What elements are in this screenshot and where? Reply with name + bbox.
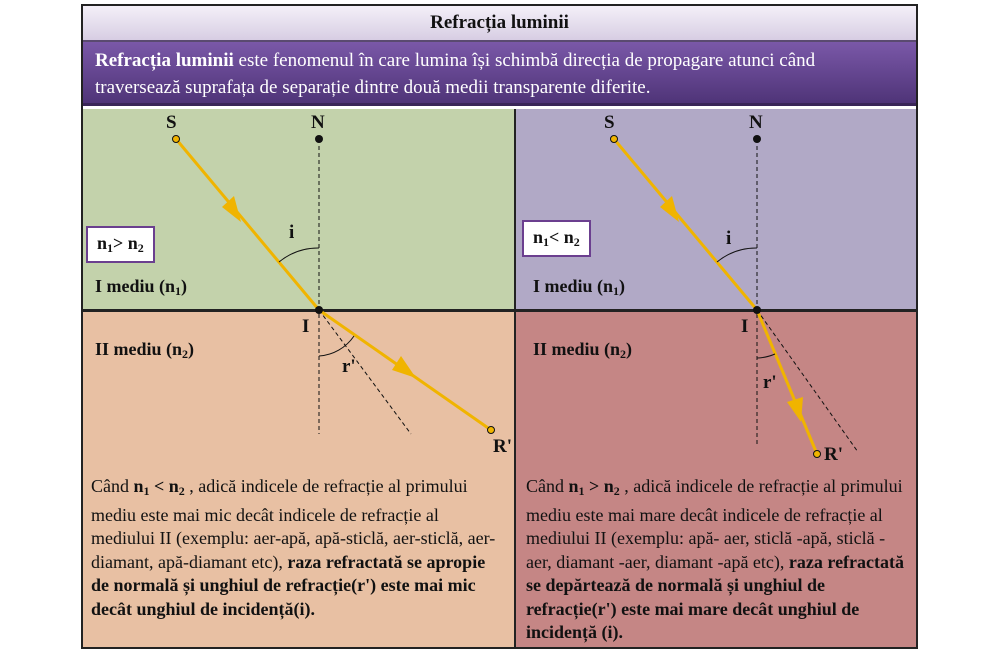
ratio-sub2: 2 [137, 241, 144, 255]
right-incidence-point [753, 306, 761, 314]
left-index-ratio-box [86, 226, 155, 263]
medium-sub: 2 [620, 347, 627, 361]
right-angle-i-arc [717, 248, 757, 262]
medium-sub: 1 [613, 284, 620, 298]
ratio-operator: > [113, 233, 128, 253]
cond-sub2: 2 [613, 484, 620, 498]
page-title: Refracția luminii [83, 6, 916, 42]
cond-operator: > [584, 476, 604, 496]
left-label-i: i [289, 222, 295, 243]
left-incident-arrow [222, 196, 241, 222]
left-label-s: S [166, 112, 177, 133]
right-label-r-end: R' [824, 444, 843, 465]
cond-sub2: 2 [178, 484, 185, 498]
ratio-sub2: 2 [573, 235, 580, 249]
cond-sub1: 1 [143, 484, 150, 498]
right-incident-arrow [660, 196, 679, 222]
cond-n2: n [603, 476, 614, 496]
desc-body: , adică indicele de refracție al primului mediu este mai mic decât indicele de refracție al mediului II (exemplu: aer-apă, apă-sticlă, aer-sticlă, aer-diamant, apă-diamant etc), [91, 476, 496, 572]
ratio-n2: n [127, 233, 138, 253]
ratio-n2: n [563, 227, 574, 247]
desc-conclusion: raza refractată se apropie de normală și unghiul de refracție(r') este mai mic decât unghiul de incidență(i). [91, 551, 486, 619]
cond-operator: < [149, 476, 169, 496]
left-incidence-point [315, 306, 323, 314]
left-medium-1-label [95, 276, 187, 299]
right-label-r: r' [763, 372, 777, 393]
left-refracted-end-point [488, 427, 495, 434]
ratio-sub1: 1 [107, 241, 114, 255]
right-label-incidence-point: I [741, 316, 749, 337]
right-source-point [611, 136, 618, 143]
left-incident-extension [319, 310, 411, 434]
desc-prefix: Când [91, 476, 134, 496]
right-label-s: S [604, 112, 615, 133]
medium-text: I mediu (n [95, 276, 176, 296]
left-label-r-end: R' [493, 436, 512, 457]
medium-close: ) [619, 276, 626, 296]
desc-prefix: Când [526, 476, 569, 496]
ratio-sub1: 1 [543, 235, 550, 249]
medium-close: ) [626, 339, 633, 359]
left-label-incidence-point: I [302, 316, 310, 337]
right-description [526, 475, 908, 645]
medium-close: ) [188, 339, 195, 359]
left-source-point [173, 136, 180, 143]
right-label-n: N [749, 112, 763, 133]
right-normal-point [753, 135, 761, 143]
right-label-i: i [726, 228, 732, 249]
medium-text: I mediu (n [533, 276, 614, 296]
left-refracted-arrow [392, 356, 416, 378]
cond-n2: n [168, 476, 179, 496]
definition-text: este fenomenul în care lumina își schimbă direcția de propagare atunci când traversează suprafața de separație dintre două medii transparente diferite. [95, 50, 816, 98]
medium-close: ) [181, 276, 188, 296]
left-normal-point [315, 135, 323, 143]
left-angle-r-arc [319, 336, 354, 356]
ratio-operator: < [549, 227, 564, 247]
cond-n1: n [568, 476, 579, 496]
right-refracted-arrow [787, 397, 803, 422]
left-label-n: N [311, 112, 325, 133]
left-medium-2-label [95, 339, 194, 362]
ratio-n1: n [97, 233, 108, 253]
left-description [91, 475, 501, 621]
right-medium-2-label [533, 339, 632, 362]
diagram-frame [81, 4, 918, 649]
right-medium-1-label [533, 276, 625, 299]
right-angle-r-arc [757, 354, 775, 358]
left-label-r: r' [342, 356, 356, 377]
medium-sub: 1 [175, 284, 182, 298]
cond-sub1: 1 [578, 484, 585, 498]
cond-n1: n [133, 476, 144, 496]
right-index-ratio-box [522, 220, 591, 257]
medium-sub: 2 [182, 347, 189, 361]
desc-body: , adică indicele de refracție al primului mediu este mai mare decât indicele de refracție al mediului II (exemplu: apă- aer, sticlă -apă, sticlă -aer, diamant -aer, diamant -apă etc), [526, 476, 903, 572]
ratio-n1: n [533, 227, 544, 247]
medium-text: II mediu (n [95, 339, 183, 359]
medium-text: II mediu (n [533, 339, 621, 359]
definition-term: Refracția luminii [95, 50, 234, 71]
left-angle-i-arc [279, 248, 319, 262]
desc-conclusion: raza refractată se depărtează de normală și unghiul de refracție(r') este mai mare decât unghiul de incidență (i). [526, 551, 905, 642]
right-incident-ray [614, 139, 757, 310]
left-incident-ray [176, 139, 319, 310]
right-refracted-end-point [814, 451, 821, 458]
